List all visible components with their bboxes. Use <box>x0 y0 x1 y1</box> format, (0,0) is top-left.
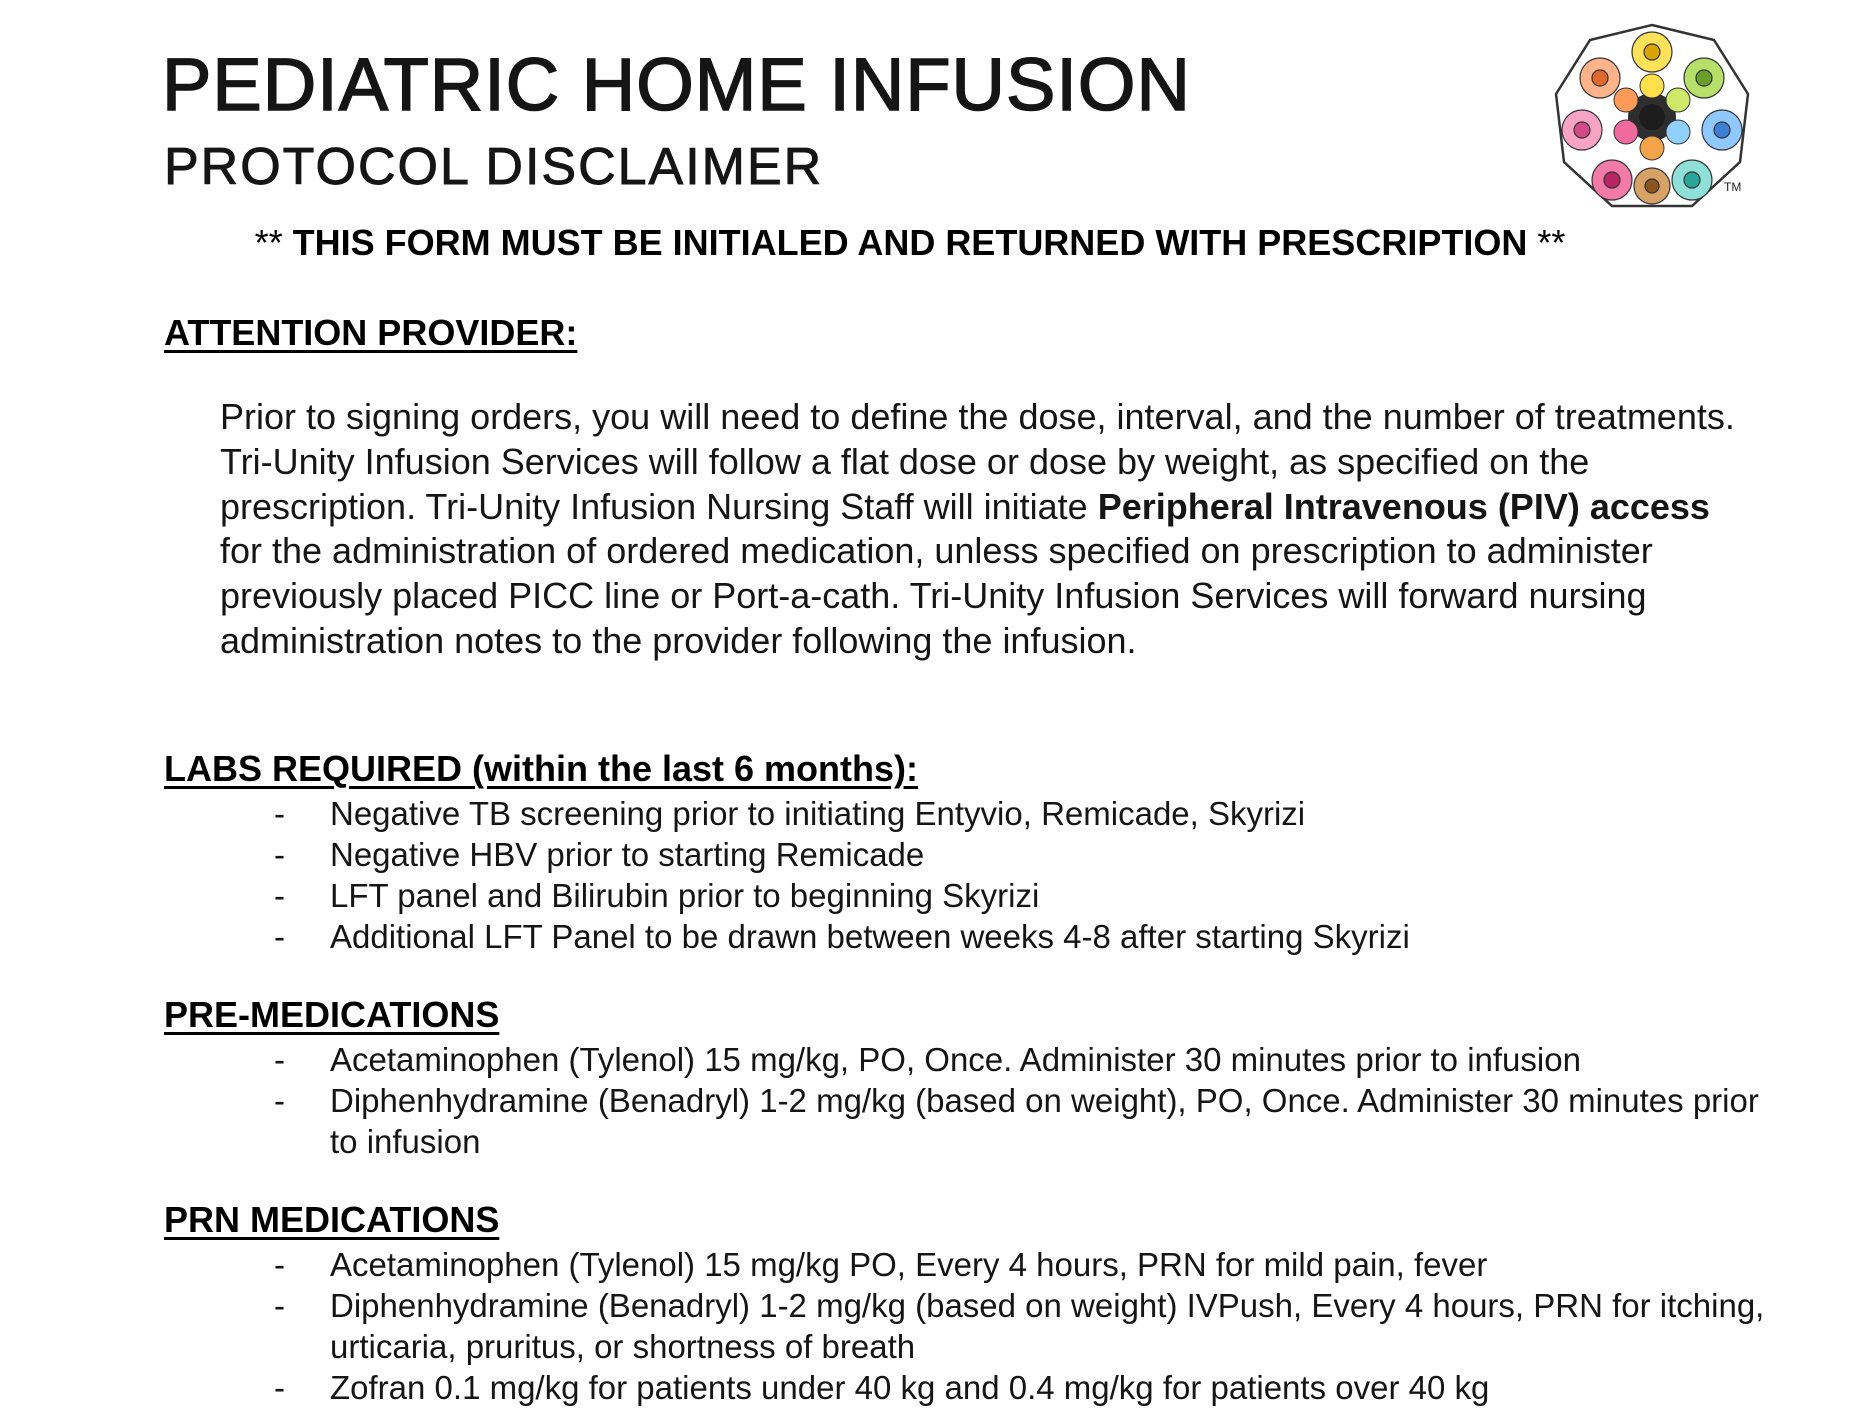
list-item <box>0 793 1790 834</box>
list-item <box>0 1080 1790 1162</box>
list-item-text: Acetaminophen (Tylenol) 15 mg/kg, PO, Once. Administer 30 minutes prior to infusion <box>330 1041 1581 1078</box>
prn-list <box>0 1244 1790 1408</box>
list-item-text: Diphenhydramine (Benadryl) 1-2 mg/kg (based on weight), PO, Once. Administer 30 minutes prior to infusion <box>330 1082 1759 1160</box>
list-item <box>0 834 1790 875</box>
list-item <box>0 1285 1790 1367</box>
attention-heading: ATTENTION PROVIDER: <box>164 312 578 353</box>
attention-text-1: Prior to signing orders, you will need to define the dose, interval, and the number of treatments. Tri-Unity Infusion Services will follow a flat dose or dose by weight, as specified on the prescription. Tri-Unity Infusion Nursing Staff will initiate <box>220 396 1735 527</box>
attention-bold: Peripheral Intravenous (PIV) access <box>1097 485 1710 527</box>
attention-text-2: for the administration of ordered medication, unless specified on prescription to administer previously placed PICC line or Port-a-cath. Tri-Unity Infusion Services will forward nursing administration notes to the provider following the infusion. <box>220 530 1653 661</box>
notice-text: THIS FORM MUST BE INITIALED AND RETURNED WITH PRESCRIPTION <box>292 222 1528 263</box>
labs-list <box>0 793 1790 957</box>
labs-heading: LABS REQUIRED (within the last 6 months): <box>164 748 919 789</box>
page-subtitle: PROTOCOL DISCLAIMER <box>164 138 824 196</box>
bullet-dash: - <box>274 836 285 873</box>
list-item-text: Zofran 0.1 mg/kg for patients under 40 kg and 0.4 mg/kg for patients over 40 kg <box>330 1369 1490 1406</box>
return-notice <box>250 220 1570 265</box>
list-item-text: Diphenhydramine (Benadryl) 1-2 mg/kg (based on weight) IVPush, Every 4 hours, PRN for itching, urticaria, pruritus, or shortness of breath <box>330 1287 1765 1365</box>
premeds-list <box>0 1039 1790 1162</box>
list-item-text: Negative HBV prior to starting Remicade <box>330 836 925 873</box>
flower-hexagon-logo-icon <box>1552 22 1752 212</box>
list-item-text: LFT panel and Bilirubin prior to beginning Skyrizi <box>330 877 1040 914</box>
notice-suffix: ** <box>1527 222 1566 263</box>
list-item-text: Negative TB screening prior to initiating Entyvio, Remicade, Skyrizi <box>330 795 1306 832</box>
list-item <box>0 875 1790 916</box>
list-item <box>0 1367 1790 1408</box>
bullet-dash: - <box>274 918 285 955</box>
bullet-dash: - <box>274 1041 285 1078</box>
attention-paragraph <box>220 395 1760 664</box>
bullet-dash: - <box>274 1287 285 1324</box>
notice-prefix: ** <box>254 222 293 263</box>
list-item <box>0 1244 1790 1285</box>
bullet-dash: - <box>274 1082 285 1119</box>
premeds-heading: PRE-MEDICATIONS <box>164 994 500 1035</box>
bullet-dash: - <box>274 795 285 832</box>
page-title: PEDIATRIC HOME INFUSION <box>162 43 1191 126</box>
list-item <box>0 916 1790 957</box>
bullet-dash: - <box>274 1369 285 1406</box>
trademark-mark: TM <box>1724 180 1742 194</box>
prn-heading: PRN MEDICATIONS <box>164 1199 500 1240</box>
bullet-dash: - <box>274 1246 285 1283</box>
list-item-text: Acetaminophen (Tylenol) 15 mg/kg PO, Every 4 hours, PRN for mild pain, fever <box>330 1246 1488 1283</box>
bullet-dash: - <box>274 877 285 914</box>
list-item <box>0 1039 1790 1080</box>
list-item-text: Additional LFT Panel to be drawn between weeks 4-8 after starting Skyrizi <box>330 918 1410 955</box>
